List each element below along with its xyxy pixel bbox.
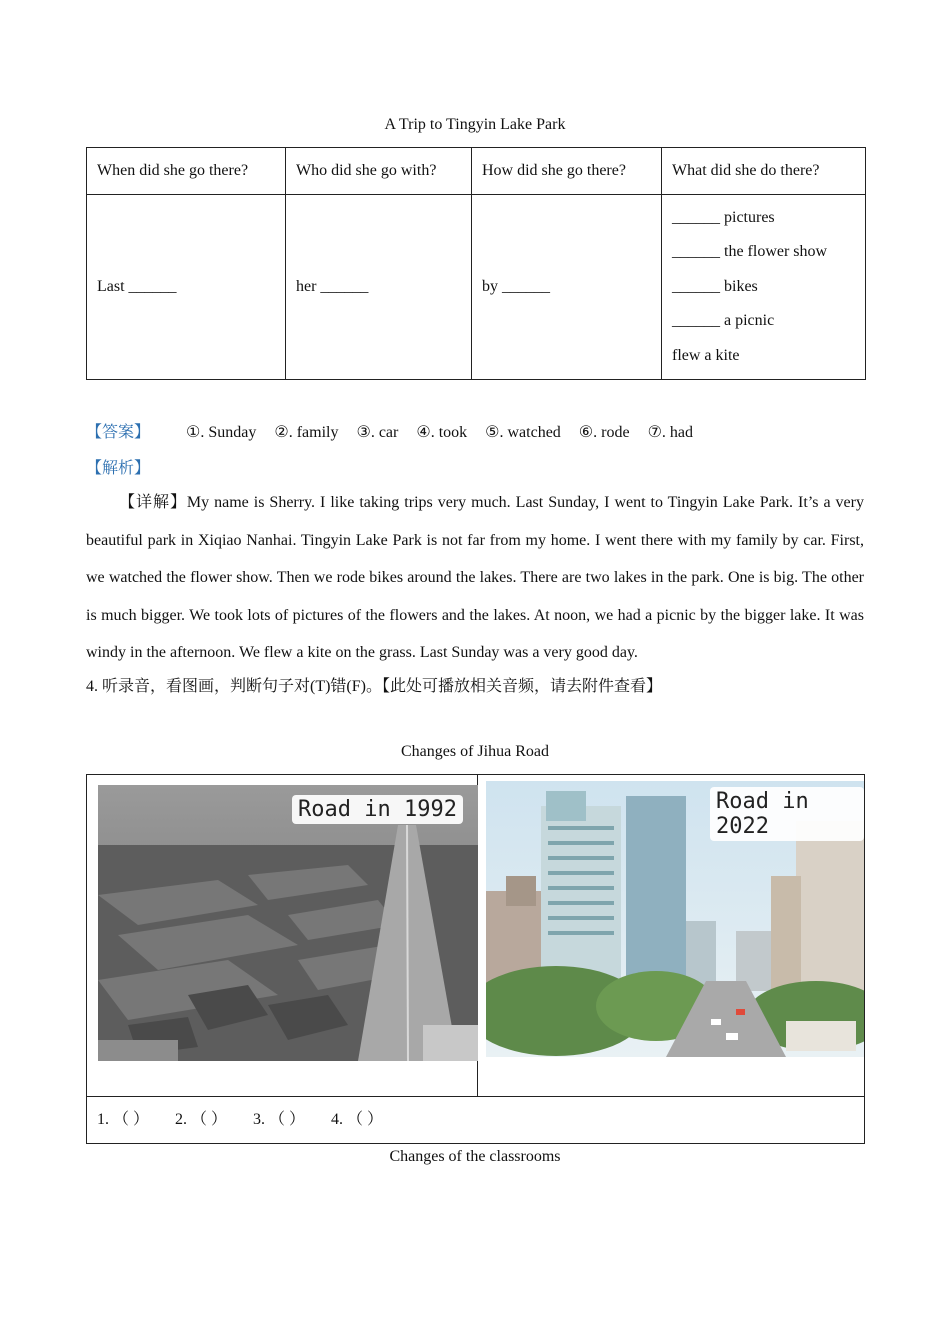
answer-item: ⑥. rode	[578, 424, 630, 441]
activity-item: ______ bikes	[672, 277, 758, 295]
header-how: How did she go there?	[472, 148, 662, 195]
answer-item: ④. took	[416, 424, 468, 441]
cell-activities	[662, 195, 866, 380]
photo-label-2022: Road in 2022	[710, 787, 864, 841]
trip-table	[86, 147, 866, 380]
answer-blanks-row	[97, 1106, 405, 1129]
cell-who: her ______	[286, 195, 472, 380]
blank-3: 3. （ ）	[253, 1111, 306, 1128]
blank-1: 1. （ ）	[97, 1111, 150, 1128]
answer-label: 【答案】	[86, 424, 151, 441]
cell-when: Last ______	[87, 195, 286, 380]
activity-item: ______ pictures	[672, 208, 775, 226]
analysis-label: 【解析】	[86, 460, 151, 477]
answer-item: ⑤. watched	[485, 424, 561, 441]
header-what: What did she do there?	[662, 148, 866, 195]
blank-4: 4. （ ）	[331, 1111, 384, 1128]
activity-item: ______ the flower show	[672, 243, 828, 261]
answer-item: ②. family	[274, 424, 339, 441]
row-divider	[87, 1096, 864, 1097]
header-who: Who did she go with?	[286, 148, 472, 195]
table1-caption: A Trip to Tingyin Lake Park	[384, 116, 566, 133]
road-1992-photo	[98, 785, 478, 1061]
answer-row	[86, 419, 707, 442]
answer-item: ⑦. had	[647, 424, 694, 441]
bottom-caption: Changes of the classrooms	[389, 1148, 561, 1165]
road-1992-image	[98, 785, 478, 1061]
answer-item: ③. car	[356, 424, 399, 441]
passage-text: 【详解】My name is Sherry. I like taking trips very much. Last Sunday, I went to Tingyin Lake Park. It’s a very beautiful park in Xiqiao Nanhai. Tingyin Lake Park is not far from my home. I went there with my family by car. First, we watched the flower show. Then we rode bikes around the lakes. There are two lakes in the park. One is big. The other is much bigger. We took lots of pictures of the flowers and the lakes. At noon, we had a picnic by the bigger lake. It was windy in the afternoon. We flew a kite on the grass. Last Sunday was a very good day.	[86, 494, 864, 661]
photo-label-1992: Road in 1992	[292, 795, 463, 824]
header-when: When did she go there?	[87, 148, 286, 195]
table2-caption: Changes of Jihua Road	[401, 743, 549, 760]
activity-item: flew a kite	[672, 346, 740, 364]
answer-item: ①. Sunday	[186, 424, 257, 441]
blank-2: 2. （ ）	[175, 1111, 228, 1128]
question-4: 4. 听录音，看图画，判断句子对(T)错(F)。【此处可播放相关音频，请去附件查看】	[86, 678, 662, 695]
activity-item: ______ a picnic	[672, 312, 775, 330]
cell-how: by ______	[472, 195, 662, 380]
road-changes-table	[86, 774, 865, 1144]
analysis-passage	[86, 484, 864, 672]
road-2022-photo	[486, 781, 864, 1057]
